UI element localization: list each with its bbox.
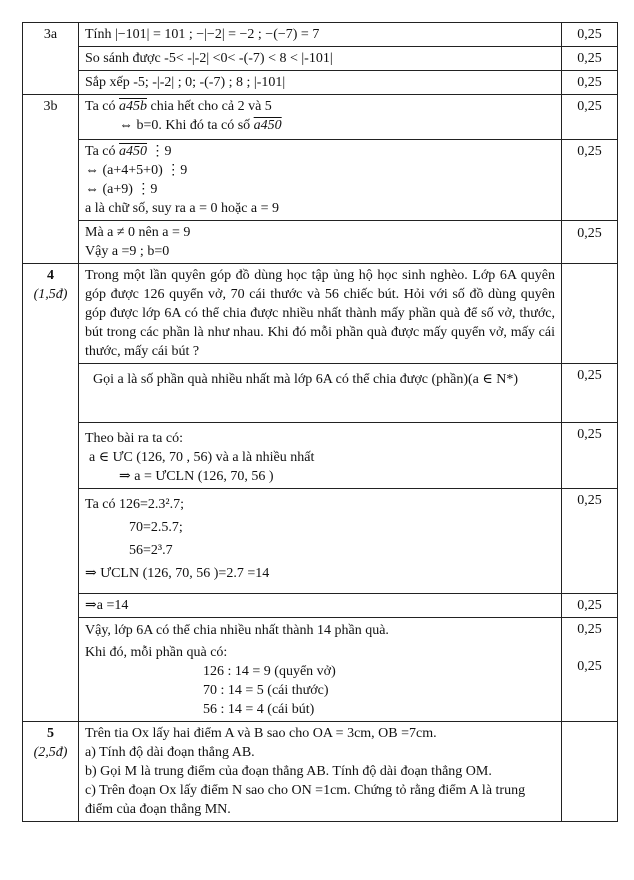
text-line: ⇒ ƯCLN (126, 70, 56 )=2.7 =14	[85, 566, 270, 581]
row-4-3	[23, 489, 618, 594]
text-line: ⇔ (a+9) ⋮9	[85, 182, 158, 197]
score-cell: 0,25	[562, 95, 618, 140]
row-4-4	[23, 594, 618, 618]
text-line: b) Gọi M là trung điểm của đoạn thẳng AB. Tính độ dài đoạn thẳng OM.	[85, 764, 492, 779]
text-line: Vậy, lớp 6A có thể chia nhiều nhất thành 14 phần quà.	[85, 623, 389, 638]
score-cell: 0,25	[562, 47, 618, 71]
score-cell: 0,25	[562, 221, 618, 264]
text-line: ⇒ a = ƯCLN (126, 70, 56 )	[119, 469, 274, 484]
content-cell: Sắp xếp -5; -|-2| ; 0; -(-7) ; 8 ; |-101|	[79, 71, 562, 95]
overlined-number: a450	[253, 118, 282, 133]
text-line: 56 : 14 = 4 (cái bút)	[203, 702, 315, 717]
grading-table	[22, 22, 618, 822]
score-cell: 0,25	[562, 423, 618, 489]
text-fragment: ⇔ b=0. Khi đó ta có số	[119, 118, 254, 133]
text-line: 126 : 14 = 9 (quyển vở)	[203, 664, 336, 679]
content-cell: So sánh được -5< -|-2| <0< -(-7) < 8 < |-101|	[79, 47, 562, 71]
text-line	[85, 142, 555, 161]
row-3a-3	[23, 71, 618, 95]
problem-statement: Trong một lần quyên góp đồ dùng học tập ủng hộ học sinh nghèo. Lớp 6A quyên góp được 126 quyển vở, 70 cái thước và 56 chiếc bút. Hỏi với số đồ dùng quyên góp được lớp 6A có thể chia được nhiều nhất thành mấy phần quà để số vở, thước, bút trong các phần là như nhau. Khi đó mỗi phần quà được mấy quyển vở, mấy cái thước, mấy cái bút ?	[79, 264, 562, 364]
score-value: 0,25	[577, 622, 602, 637]
score-value: 0,25	[577, 659, 602, 674]
question-label-5	[23, 722, 79, 822]
text-line: Vậy a =9 ; b=0	[85, 244, 170, 259]
text-fragment: Ta có	[85, 99, 120, 114]
row-4-1	[23, 364, 618, 423]
content-cell	[79, 618, 562, 722]
overlined-number: a45b	[119, 99, 148, 114]
text-fragment: ⋮9	[147, 144, 172, 159]
row-3b-2	[23, 140, 618, 221]
row-5	[23, 722, 618, 822]
row-4-problem	[23, 264, 618, 364]
content-cell: ⇒a =14	[79, 594, 562, 618]
text-line	[85, 116, 555, 135]
text-line: Mà a ≠ 0 nên a = 9	[85, 225, 191, 240]
text-line: ⇔ (a+4+5+0) ⋮9	[85, 163, 188, 178]
row-4-2	[23, 423, 618, 489]
content-cell: Gọi a là số phần quà nhiều nhất mà lớp 6A có thể chia được (phần)(a ∈ N*)	[79, 364, 562, 423]
question-points: (2,5đ)	[33, 745, 68, 760]
text-line: Khi đó, mỗi phần quà có:	[85, 645, 228, 660]
text-line	[85, 97, 555, 116]
score-cell: 0,25	[562, 594, 618, 618]
question-points: (1,5đ)	[33, 287, 68, 302]
content-cell: Tính |−101| = 101 ; −|−2| = −2 ; −(−7) = 7	[79, 23, 562, 47]
text-line: Ta có 126=2.3².7;	[85, 497, 184, 512]
text-line: Theo bài ra ta có:	[85, 431, 183, 446]
text-line: a là chữ số, suy ra a = 0 hoặc a = 9	[85, 201, 280, 216]
text-line: 70=2.5.7;	[129, 520, 183, 535]
score-cell-empty	[562, 264, 618, 364]
content-cell	[79, 423, 562, 489]
content-cell	[79, 221, 562, 264]
question-number: 5	[47, 726, 54, 741]
score-cell: 0,25	[562, 364, 618, 423]
row-3a-2	[23, 47, 618, 71]
score-cell: 0,25	[562, 71, 618, 95]
text-line: Trên tia Ox lấy hai điểm A và B sao cho OA = 3cm, OB =7cm.	[85, 726, 437, 741]
content-cell	[79, 140, 562, 221]
row-3a-1	[23, 23, 618, 47]
question-number: 4	[47, 268, 54, 283]
score-cell-stack	[562, 618, 618, 722]
text-line: 70 : 14 = 5 (cái thước)	[203, 683, 329, 698]
row-4-5	[23, 618, 618, 722]
content-cell	[79, 489, 562, 594]
text-line: a ∈ ƯC (126, 70 , 56) và a là nhiều nhất	[89, 450, 315, 465]
score-cell: 0,25	[562, 489, 618, 594]
problem-statement	[79, 722, 562, 822]
text-line: 56=2³.7	[129, 543, 173, 558]
score-cell: 0,25	[562, 140, 618, 221]
question-label-3b: 3b	[23, 95, 79, 264]
question-label-3a: 3a	[23, 23, 79, 95]
question-label-4	[23, 264, 79, 722]
content-cell	[79, 95, 562, 140]
overlined-number: a450	[119, 144, 148, 159]
text-line: c) Trên đoạn Ox lấy điểm N sao cho ON =1cm. Chứng tỏ rằng điểm A là trung điểm của đoạn thẳng MN.	[85, 783, 526, 817]
text-fragment: Ta có	[85, 144, 120, 159]
text-fragment: chia hết cho cả 2 và 5	[147, 99, 272, 114]
row-3b-3	[23, 221, 618, 264]
row-3b-1	[23, 95, 618, 140]
score-cell: 0,25	[562, 23, 618, 47]
score-cell-empty	[562, 722, 618, 822]
text-line: a) Tính độ dài đoạn thẳng AB.	[85, 745, 255, 760]
